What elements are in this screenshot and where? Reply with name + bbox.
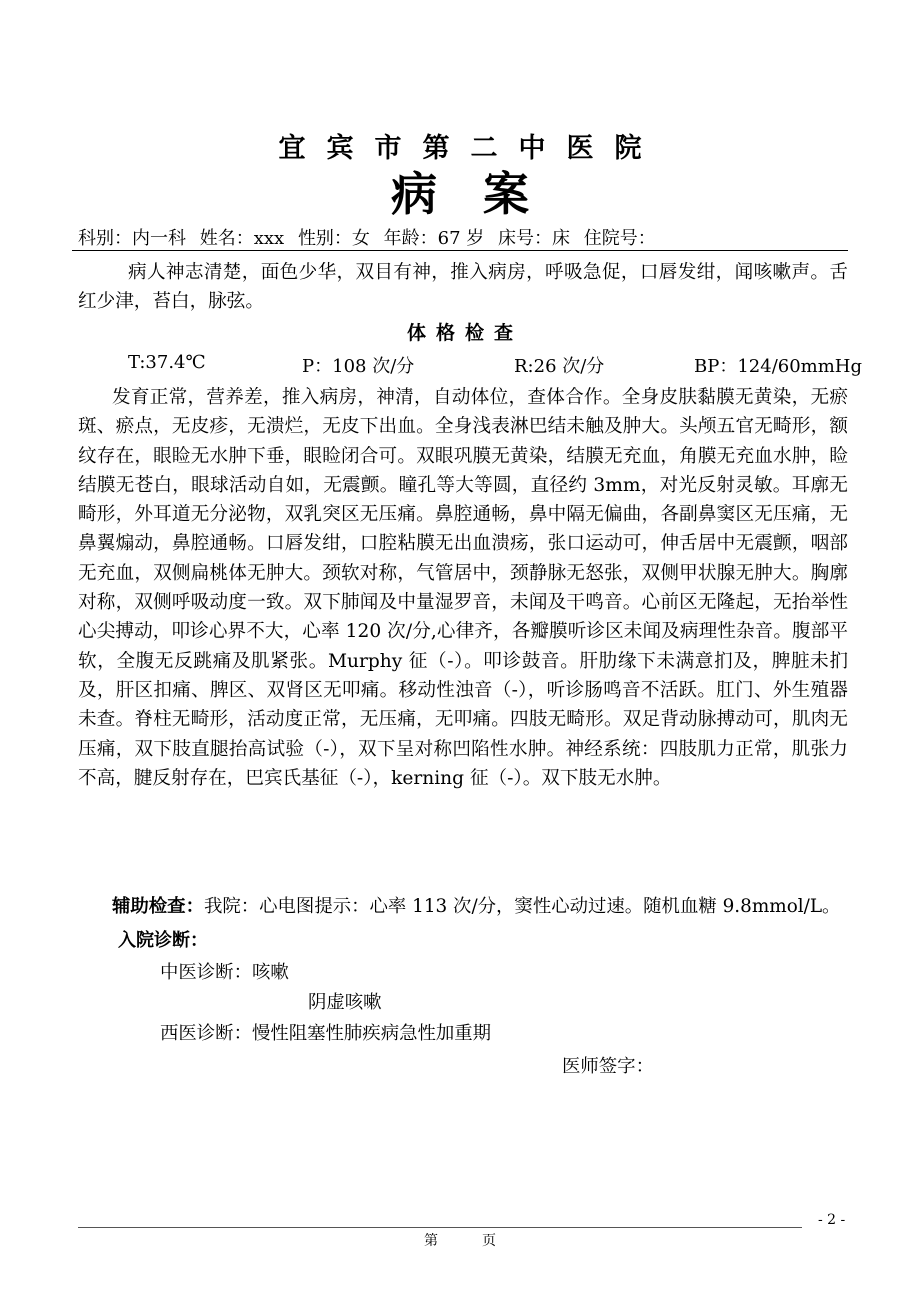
admission-diagnosis-label: 入院诊断： (118, 930, 208, 951)
sex-field: 性别：女 (297, 228, 370, 249)
physician-signature-label: 医师签字： (562, 1056, 654, 1077)
age-field: 年龄：67 岁 (383, 228, 485, 249)
tcm-syndrome: 阴虚咳嗽 (308, 992, 382, 1013)
bed-number-field: 床号：床 (498, 228, 571, 249)
footer-left-text: 第 (424, 1233, 438, 1249)
document-title: 病案 (391, 167, 575, 221)
header-divider (72, 250, 848, 251)
patient-name-field: 姓名：xxx (199, 228, 285, 249)
auxiliary-exam-text: 我院：心电图提示：心率 113 次/分，窦性心动过速。随机血糖 9.8mmol/L。 (203, 896, 841, 917)
blood-pressure-value: BP：124/60mmHg (694, 356, 863, 377)
physical-exam-text: 发育正常，营养差，推入病房，神清，自动体位，查体合作。全身皮肤黏膜无黄染，无瘀斑、瘀点，无皮疹，无溃烂，无皮下出血。全身浅表淋巴结未触及肿大。头颅五官无畸形，额纹存在，眼睑无水肿下垂，眼睑闭合可。双眼巩膜无黄染，结膜无充血，角膜无充血水肿，睑结膜无苍白，眼球活动自如，无震颤。瞳孔等大等圆，直径约 3mm，对光反射灵敏。耳廓无畸形，外耳道无分泌物，双乳突区无压痛。鼻腔通畅，鼻中隔无偏曲，各副鼻窦区无压痛，无鼻翼煽动，鼻腔通畅。口唇发绀，口腔粘膜无出血溃疡，张口运动可，伸舌居中无震颤，咽部无充血，双侧扁桃体无肿大。颈软对称，气管居中，颈静脉无怒张，双侧甲状腺无肿大。胸廓对称，双侧呼吸动度一致。双下肺闻及中量湿罗音，未闻及干鸣音。心前区无隆起，无抬举性心尖搏动，叩诊心界不大，心率 120 次/分,心律齐，各瓣膜听诊区未闻及病理性杂音。腹部平软，全腹无反跳痛及肌紧张。Murphy 征（-）。叩诊鼓音。肝肋缘下未满意扪及，脾脏未扪及，肝区扣痛、脾区、双肾区无叩痛。移动性浊音（-），听诊肠鸣音不活跃。肛门、外生殖器未查。脊柱无畸形，活动度正常，无压痛，无叩痛。四肢无畸形。双足背动脉搏动可，肌肉无压痛，双下肢直腿抬高试验（-），双下呈对称凹陷性水肿。神经系统：四肢肌力正常，肌张力不高，腱反射存在，巴宾氏基征（-），kerning 征（-）。双下肢无水肿。 (78, 387, 848, 789)
patient-info-line (78, 224, 858, 250)
auxiliary-exam-label: 辅助检查： (112, 896, 204, 917)
hospital-name: 宜宾市第二中医院 (278, 133, 663, 164)
tcm-diagnosis: 中医诊断：咳嗽 (160, 962, 289, 983)
footer-right-text: 页 (482, 1233, 496, 1249)
respiration-value: R:26 次/分 (514, 356, 605, 377)
page-footer (0, 1230, 920, 1250)
western-diagnosis: 西医诊断：慢性阻塞性肺疾病急性加重期 (160, 1023, 492, 1044)
page-number: - 2 - (818, 1212, 846, 1228)
admission-number-field: 住院号： (583, 228, 656, 249)
physical-exam-title: 体格检查 (406, 322, 523, 344)
auxiliary-exam (112, 892, 840, 918)
chief-observation: 病人神志清楚，面色少华，双目有神，推入病房，呼吸急促，口唇发绀，闻咳嗽声。舌红少津，苔白，脉弦。 (78, 262, 848, 313)
temperature-value: T:37.4℃ (128, 352, 206, 373)
footer-divider (78, 1227, 802, 1228)
pulse-value: P：108 次/分 (302, 356, 415, 377)
department-field: 科别：内一科 (78, 228, 186, 249)
